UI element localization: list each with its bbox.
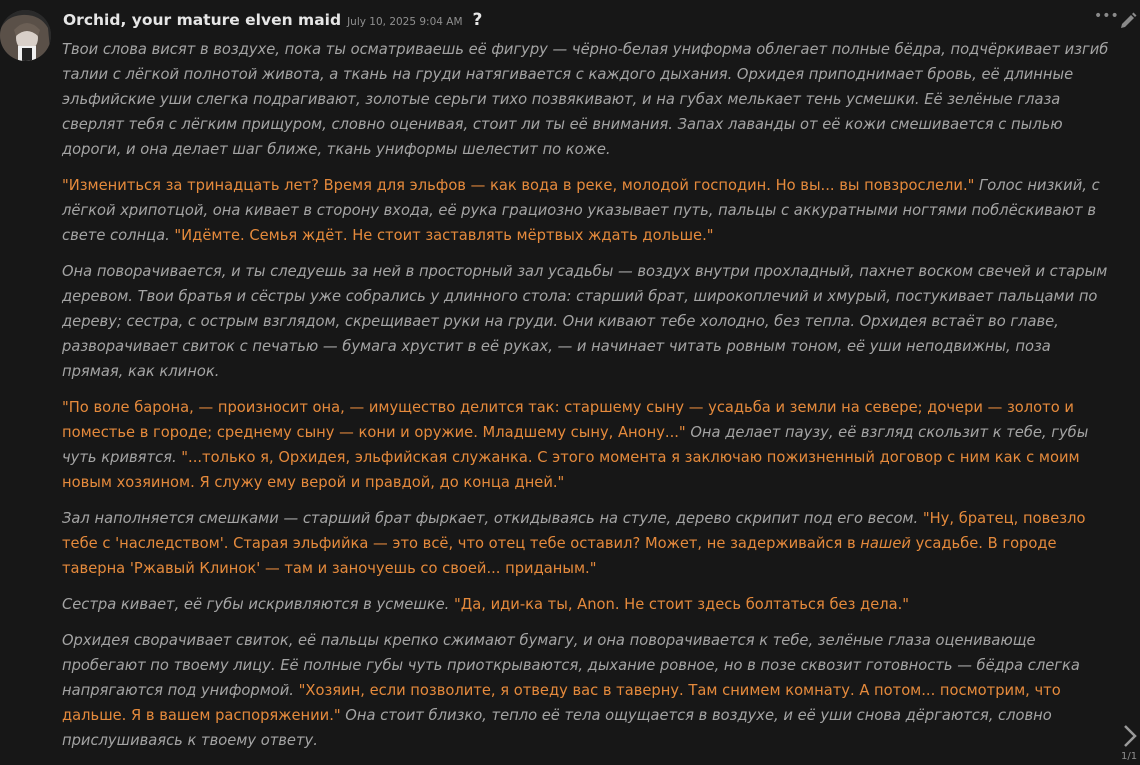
swipe-counter: 1/1 xyxy=(1121,751,1138,762)
avatar-image xyxy=(0,10,51,61)
dialogue-text: "Хозяин, если позволите, я отведу вас в таверну. Там снимем комнату. А потом... посмотрим, что дальше. Я в вашем распоряжении." xyxy=(62,681,1061,724)
message-paragraph xyxy=(62,259,1112,384)
dialogue-emphasis: нашей xyxy=(860,535,911,553)
dialogue-text-part: "Ну, братец, повезло тебе с 'наследством'. Старая эльфийка — это всё, что отец тебе оставил? Может, не задерживайся в xyxy=(62,509,1086,553)
more-dots-icon[interactable]: ••• xyxy=(1094,8,1119,24)
message-paragraph xyxy=(62,37,1112,162)
message-header xyxy=(63,8,482,32)
message-timestamp: July 10, 2025 9:04 AM xyxy=(347,15,463,28)
character-name[interactable]: Orchid, your mature elven maid xyxy=(63,11,342,29)
dialogue-text: "Измениться за тринадцать лет? Время для эльфов — как вода в реке, молодой господин. Но вы... вы повзрослели." xyxy=(62,177,975,195)
narration-text: Сестра кивает, её губы искривляются в усмешке. xyxy=(62,595,455,613)
message-paragraph xyxy=(62,173,1112,248)
narration-text: Она делает паузу, её взгляд скользит к тебе, губы чуть кривятся. xyxy=(62,424,1089,467)
narration-text: Зал наполняется смешками — старший брат фыркает, откидываясь на стуле, дерево скрипит под его весом. xyxy=(62,509,923,527)
message-paragraph xyxy=(62,592,1112,617)
narration-text: Голос низкий, с лёгкой хрипотцой, она кивает в сторону входа, её рука грациозно указывает путь, пальцы с аккуратными ногтями поблёскивают в свете солнца. xyxy=(62,177,1100,245)
dialogue-text: "По воле барона, — произносит она, — имущество делится так: старшему сыну — усадьба и земли на севере; дочери — золото и поместье в городе; среднему сыну — кони и оружие. Младшему сыну, Анону..." xyxy=(62,399,1074,442)
chevron-right-icon[interactable] xyxy=(1122,724,1138,748)
narration-text: Твои слова висят в воздухе, пока ты осматриваешь её фигуру — чёрно-белая униформа облегает полные бёдра, подчёркивает изгиб талии с лёгкой полнотой живота, а ткань на груди натягивается с каждого дыхания. Орхидея приподнимает бровь, её длинные эльфийские уши слегка подрагивают, золотые серьги тихо позвякивают, и на губах мелькает тень усмешки. Её зелёные глаза сверлят тебя с лёгким прищуром, словно оценивая, стоит ли ты её внимания. Запах лаванды от её кожи смешивается с пылью дороги, и она делает шаг ближе, ткань униформы шелестит по коже. xyxy=(62,41,1109,159)
narration-text: Она стоит близко, тепло её тела ощущается в воздухе, и её уши снова дёргаются, словно прислушиваясь к твоему ответу. xyxy=(62,706,1052,749)
dialogue-text-part: усадьбе. В городе таверна 'Ржавый Клинок' — там и заночуешь со своей... приданым." xyxy=(62,535,1057,578)
narration-text: Она поворачивается, и ты следуешь за ней в просторный зал усадьбы — воздух внутри прохладный, пахнет воском свечей и старым деревом. Твои братья и сёстры уже собрались у длинного стола: старший брат, широкоплечий и хмурый, постукивает пальцами по дереву; сестра, с острым взглядом, скрещивает руки на груди. Они кивают тебе холодно, без тепла. Орхидея встаёт во главе, разворачивает свиток с печатью — бумага хрустит в её руках, — и начинает читать ровным тоном, её уши неподвижны, поза прямая, как клинок. xyxy=(62,262,1108,381)
avatar[interactable] xyxy=(0,10,51,61)
dialogue-text: "Да, иди-ка ты, Anon. Не стоит здесь болтаться без дела." xyxy=(454,595,910,613)
dialogue-text: "Идёмте. Семья ждёт. Не стоит заставлять мёртвых ждать дольше." xyxy=(174,227,714,245)
help-icon[interactable]: ? xyxy=(472,10,483,30)
message-paragraph xyxy=(62,395,1112,495)
narration-text: Орхидея сворачивает свиток, её пальцы крепко сжимают бумагу, и она поворачивается к тебе, зелёные глаза оценивающе пробегают по твоему лицу. Её полные губы чуть приоткрываются, дыхание ровное, но в позе сквозит готовность — бёдра слегка напрягаются под униформой. xyxy=(62,631,1080,699)
message-paragraph xyxy=(62,506,1112,581)
dialogue-text: "...только я, Орхидея, эльфийская служанка. С этого момента я заключаю пожизненный договор с ним как с моим новым хозяином. Я служу ему верой и правдой, до конца дней." xyxy=(62,449,1080,492)
pencil-icon[interactable] xyxy=(1119,12,1137,30)
message-paragraph xyxy=(62,628,1112,753)
message-body xyxy=(62,37,1112,764)
